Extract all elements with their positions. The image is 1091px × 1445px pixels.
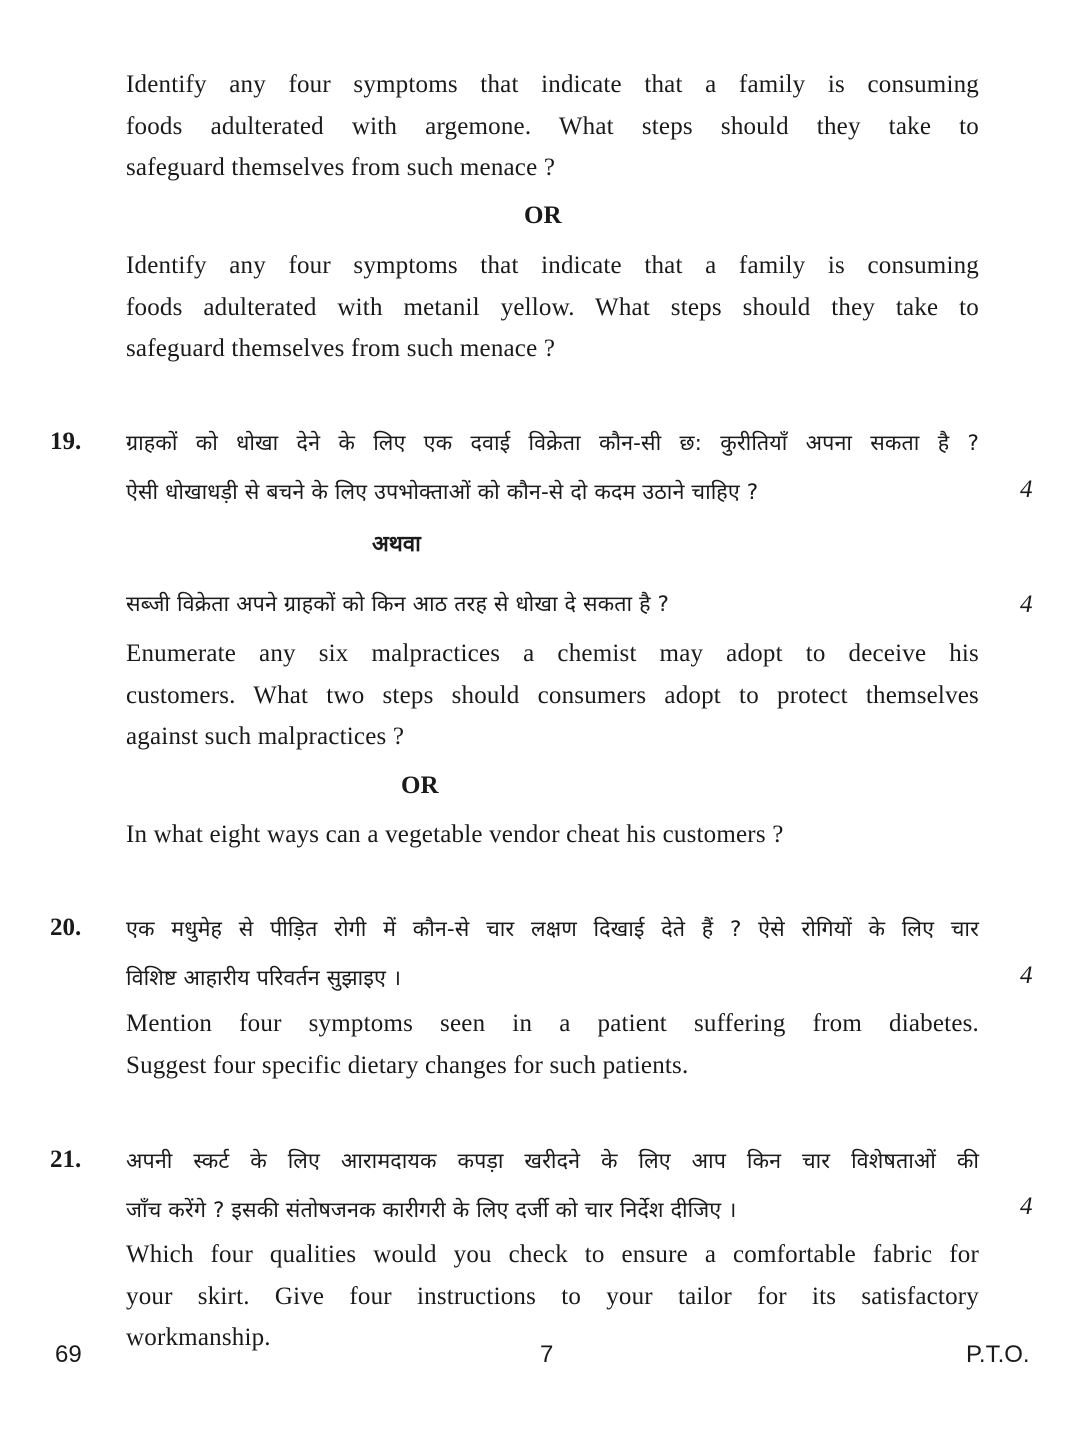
q19-english-alt-line: In what eight ways can a vegetable vendor cheat his customers ?: [126, 821, 784, 848]
q21-hindi-line-2: जाँच करेंगे ? इसकी संतोषजनक कारीगरी के लिए दर्जी को चार निर्देश दीजिए ।: [126, 1198, 737, 1223]
q19-hindi-text: [126, 419, 979, 517]
q21-english-text: [126, 1234, 979, 1359]
q19-english-line-2: customers. What two steps should consumers adopt to protect themselves: [126, 681, 979, 709]
q21-marks: 4: [1020, 1193, 1033, 1220]
q20-english-text: [126, 1003, 979, 1086]
q18-or-label: OR: [524, 202, 562, 229]
q19-or-label: OR: [401, 772, 439, 799]
q19-marks: 4: [1020, 476, 1033, 503]
q18-main-line-2: foods adulterated with argemone. What steps should they take to: [126, 112, 979, 140]
q18-alt-line-1: Identify any four symptoms that indicate that a family is consuming: [126, 252, 979, 279]
q21-english-line-3: workmanship.: [126, 1324, 271, 1351]
q19-english-line-3: against such malpractices ?: [126, 723, 405, 750]
q19-hindi-line-2: ऐसी धोखाधड़ी से बचने के लिए उपभोक्ताओं को कौन-से दो कदम उठाने चाहिए ?: [126, 480, 759, 505]
q20-hindi-line-2: विशिष्ट आहारीय परिवर्तन सुझाइए ।: [126, 966, 402, 991]
q21-hindi-text: [126, 1137, 979, 1235]
q21-hindi-line-1: अपनी स्कर्ट के लिए आरामदायक कपड़ा खरीदने के लिए आप किन चार विशेषताओं की: [126, 1149, 979, 1174]
q21-number: 21.: [50, 1146, 82, 1173]
q18-alt-line-2: foods adulterated with metanil yellow. What steps should they take to: [126, 293, 979, 321]
q21-english-line-1: Which four qualities would you check to ensure a comfortable fabric for: [126, 1241, 979, 1268]
footer-pto: P.T.O.: [966, 1341, 1030, 1368]
footer-page-number: 7: [540, 1341, 554, 1368]
q21-english-line-2: your skirt. Give four instructions to your tailor for its satisfactory: [126, 1282, 979, 1310]
q19-english-alt: [126, 814, 979, 856]
q19-hindi-line-1: ग्राहकों को धोखा देने के लिए एक दवाई विक्रेता कौन-सी छ: कुरीतियाँ अपना सकता है ?: [126, 431, 979, 456]
q19-hindi-alt: [126, 580, 979, 629]
q20-english-line-1: Mention four symptoms seen in a patient suffering from diabetes.: [126, 1010, 979, 1037]
q20-number: 20.: [50, 914, 82, 941]
q19-hindi-alt-line: सब्जी विक्रेता अपने ग्राहकों को किन आठ तरह से धोखा दे सकता है ?: [126, 592, 670, 617]
q18-alt-text: [126, 245, 979, 370]
q19-number: 19.: [50, 428, 82, 455]
footer-code: 69: [55, 1341, 82, 1368]
q19-athva-label: अथवा: [372, 532, 421, 557]
q18-main-text: [126, 64, 979, 189]
q18-main-line-1: Identify any four symptoms that indicate that a family is consuming: [126, 71, 979, 98]
q20-hindi-line-1: एक मधुमेह से पीड़ित रोगी में कौन-से चार लक्षण दिखाई देते हैं ? ऐसे रोगियों के लिए चार: [126, 917, 979, 942]
q19-english-line-1: Enumerate any six malpractices a chemist may adopt to deceive his: [126, 640, 979, 667]
q20-marks: 4: [1020, 962, 1033, 989]
q18-alt-line-3: safeguard themselves from such menace ?: [126, 335, 556, 362]
q20-hindi-text: [126, 905, 979, 1003]
q20-english-line-2: Suggest four specific dietary changes for such patients.: [126, 1051, 689, 1079]
q18-main-line-3: safeguard themselves from such menace ?: [126, 154, 556, 181]
q19-english-text: [126, 633, 979, 758]
q19-alt-marks: 4: [1020, 591, 1033, 618]
